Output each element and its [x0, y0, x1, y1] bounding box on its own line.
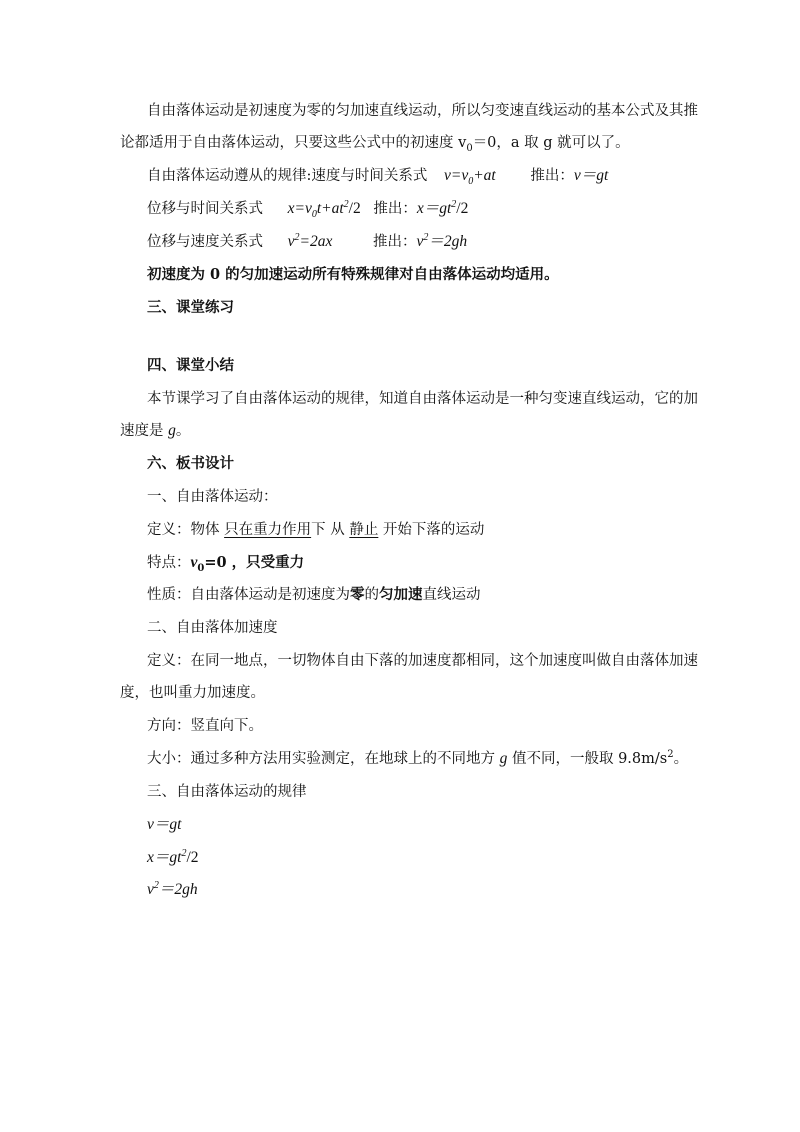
magnitude-line: 大小：通过多种方法用实验测定，在地球上的不同地方 g 值不同，一般取 $9.8m/s^2$。 — [147, 749, 689, 767]
section-heading-summary: 四、课堂小结 — [147, 357, 234, 374]
formula-displacement: $x=gt^2/2$ — [147, 847, 199, 866]
acceleration-definition-2: 度，也叫重力加速度。 — [120, 685, 265, 701]
section-heading-board: 六、板书设计 — [147, 455, 234, 472]
nature-line: 性质：自由落体运动是初速度为零的匀加速直线运动 — [147, 586, 481, 603]
rule-displacement-time: 位移与时间关系式 $x=v_0t+at^2/2$ 推出：$x=gt^2/2$ — [147, 198, 469, 221]
board-heading-3: 三、自由落体运动的规律 — [147, 784, 307, 800]
board-heading-2: 二、自由落体加速度 — [147, 620, 278, 636]
acceleration-definition-1: 定义：在同一地点，一切物体自由下落的加速度都相同，这个加速度叫做自由落体加速 — [147, 653, 698, 669]
summary-line-1: 本节课学习了自由落体运动的规律，知道自由落体运动是一种匀变速直线运动，它的加 — [147, 391, 698, 407]
board-heading-1: 一、自由落体运动： — [147, 489, 278, 505]
underlined-term: 静止 — [349, 522, 379, 538]
formula: $v^2=2ax$ — [287, 231, 333, 250]
formula: $x=v_0t+at^2/2$ — [287, 198, 361, 221]
direction-line: 方向：竖直向下。 — [147, 718, 263, 734]
intro-line-1: 自由落体运动是初速度为零的匀加速直线运动，所以匀变速直线运动的基本公式及其推 — [147, 103, 698, 119]
bold-note: 初速度为 0 的匀加速运动所有特殊规律对自由落体运动均适用。 — [147, 266, 559, 283]
underlined-term: 只在重力作用 — [224, 522, 312, 538]
formula-velocity: v＝gt — [147, 816, 182, 833]
rule-velocity-time: 自由落体运动遵从的规律:速度与时间关系式 $v=v_0+at$ 推出：v＝gt — [147, 167, 609, 188]
intro-line-2: 论都适用于自由落体运动，只要这些公式中的初速度 $v_0=0$，a 取 g 就可以了。 — [120, 135, 630, 154]
rule-displacement-velocity: 位移与速度关系式 $v^2=2ax$ 推出：$v^2=2gh$ — [147, 231, 468, 250]
formula: $v=v_0+at$ — [444, 167, 496, 188]
summary-line-2: 速度是 g。 — [120, 422, 191, 439]
formula-velocity-squared: $v^2=2gh$ — [147, 879, 198, 898]
section-heading-practice: 三、课堂练习 — [147, 299, 234, 316]
definition-line: 定义：物体 只在重力作用下 从 静止 开始下落的运动 — [147, 522, 485, 538]
feature-line: 特点：$v_0=0$ ，只受重力 — [147, 554, 305, 574]
